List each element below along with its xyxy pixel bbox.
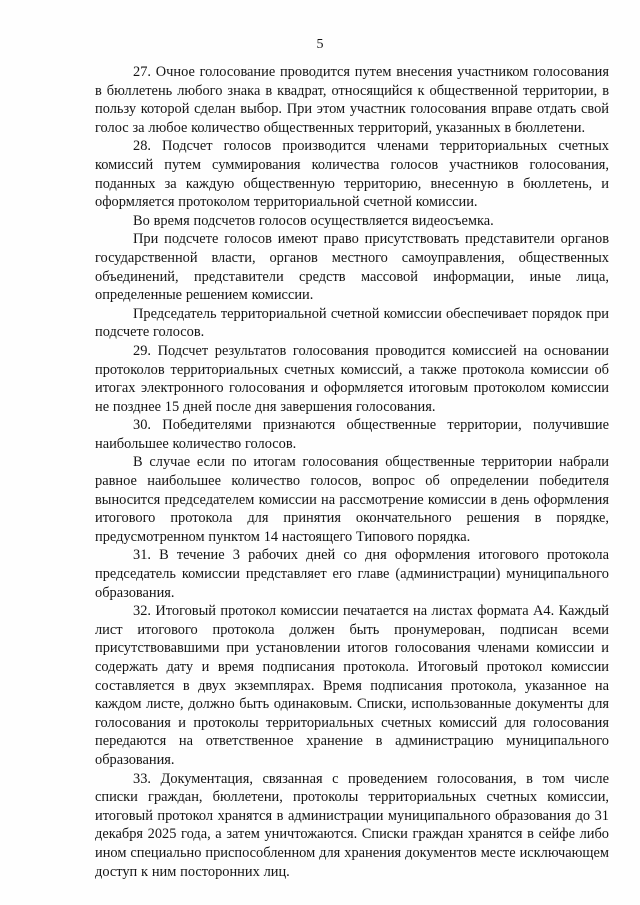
paragraph-30: 30. Победителями признаются общественные территории, получившие наибольшее количество голосов.: [95, 417, 609, 452]
paragraph-32: 32. Итоговый протокол комиссии печатается на листах формата А4. Каждый лист итогового протокола должен быть пронумерован, подписан всеми присутствовавшими при установлении итогов голосования членами комиссии и содержать дату и время подписания протокола. Итоговый протокол комиссии составляется в двух экземплярах. Время подписания протокола, указанное на каждом листе, должно быть одинаковым. Списки, использованные документы для голосования и протоколы территориальных счетных комиссий для голосования передаются на ответственное хранение в администрацию муниципального образования.: [95, 603, 609, 768]
paragraph-33: 33. Документация, связанная с проведением голосования, в том числе списки граждан, бюллетени, протоколы территориальных счетных комиссии, итоговый протокол хранятся в администрации муниципального образования до 31 декабря 2025 года, а затем уничтожаются. Списки граждан хранятся в сейфе либо ином специально приспособленном для хранения документов месте исключающем доступ к ним посторонних лиц.: [95, 770, 609, 880]
page-number: 5: [316, 37, 324, 52]
paragraph-27: 27. Очное голосование проводится путем внесения участником голосования в бюллетень любого знака в квадрат, относящийся к общественной территории, в пользу которой сделан выбор. При этом участник голосования вправе отдать свой голос за любое количество общественных территорий, указанных в бюллетени.: [95, 64, 609, 136]
paragraph-28: 28. Подсчет голосов производится членами территориальных счетных комиссий путем суммирования количества голосов участников голосования, поданных за каждую общественную территорию, внесенную в бюллетень, и оформляется протоколом территориальной счетной комиссии.: [95, 138, 609, 211]
paragraph-observers: При подсчете голосов имеют право присутствовать представители органов государственной власти, органов местного самоуправления, общественных объединений, представители средств массовой информации, иные лица, определенные решением комиссии.: [95, 231, 609, 304]
paragraph-video-recording: Во время подсчетов голосов осуществляется видеосъемка.: [133, 212, 494, 229]
paragraph-tie-vote: В случае если по итогам голосования общественные территории набрали равное наибольшее количество голосов, вопрос об определении победителя выносится председателем комиссии на рассмотрение комиссии в день оформления итогового протокола для принятия окончательного решения в порядке, предусмотренном пунктом 14 настоящего Типового порядка.: [95, 454, 609, 545]
paragraph-29: 29. Подсчет результатов голосования проводится комиссией на основании протоколов территориальных счетных комиссий, а также протокола комиссии об итогах электронного голосования и оформляется итоговым протоколом комиссии не позднее 15 дней после дня завершения голосования.: [95, 342, 609, 415]
paragraph-chairman-order: Председатель территориальной счетной комиссии обеспечивает порядок при подсчете голосов.: [95, 305, 609, 341]
document-body: [95, 63, 609, 881]
paragraph-31: 31. В течение 3 рабочих дней со дня оформления итогового протокола председатель комиссии представляет его главе (администрации) муниципального образования.: [95, 547, 609, 601]
